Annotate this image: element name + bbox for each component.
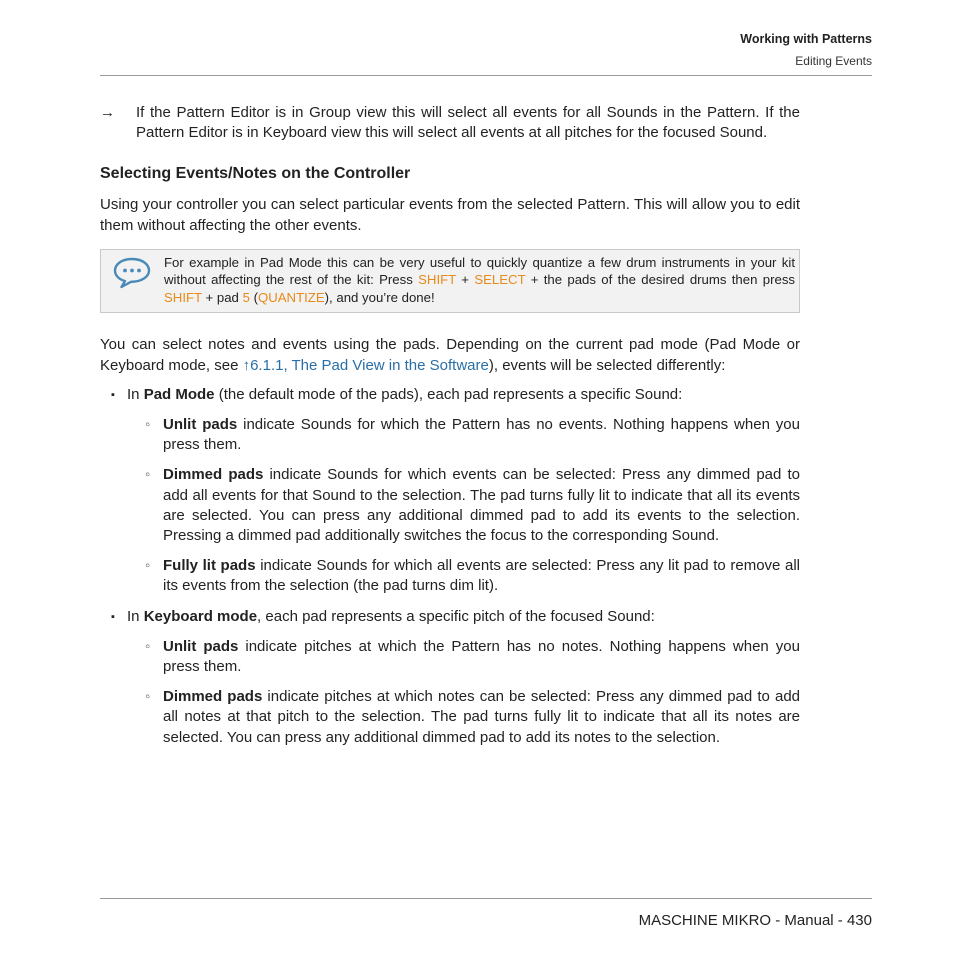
bullet-text: In xyxy=(127,607,144,625)
sub-bullet-dimmed xyxy=(100,687,800,748)
bullet-text: , each pad represents a specific pitch of the focused Sound: xyxy=(257,607,655,625)
bullet-text: (the default mode of the pads), each pad represents a specific Sound: xyxy=(214,385,683,403)
section-heading: Selecting Events/Notes on the Controller xyxy=(100,165,411,183)
note-text: ), and you’re done! xyxy=(324,289,435,305)
note-text: ( xyxy=(249,289,258,305)
sub-bullet-unlit xyxy=(100,637,800,677)
sub-bullet-term: Unlit pads xyxy=(163,415,238,433)
section-title: Editing Events xyxy=(795,54,872,68)
cross-reference-link[interactable]: ↑6.1.1, The Pad View in the Software xyxy=(242,356,489,374)
sub-bullet-fully-lit xyxy=(100,556,800,596)
bullet-text: In xyxy=(127,385,144,403)
running-header xyxy=(740,31,872,69)
key-shift: SHIFT xyxy=(418,272,456,288)
bullet-keyboard-mode xyxy=(100,607,800,627)
sub-bullet-term: Unlit pads xyxy=(163,637,239,655)
speech-bubble-icon xyxy=(112,256,152,290)
key-select: SELECT xyxy=(474,272,526,288)
sub-bullet-text: indicate Sounds for which the Pattern has no events. Nothing happens when you press them. xyxy=(163,415,800,454)
key-shift: SHIFT xyxy=(164,289,202,305)
pad-mode-paragraph xyxy=(100,335,800,375)
sub-bullet-dimmed xyxy=(100,465,800,546)
note-text: + xyxy=(455,272,475,288)
chapter-title: Working with Patterns xyxy=(740,32,872,46)
bullet-term: Pad Mode xyxy=(143,385,215,403)
header-rule xyxy=(100,75,872,76)
note-text: + the pads of the desired drums then press xyxy=(525,272,796,288)
lead-paragraph: Using your controller you can select particular events from the selected Pattern. This will allow you to edit them without affecting the other events. xyxy=(100,196,800,234)
paragraph-text: ), events will be selected differently: xyxy=(488,356,726,374)
sub-bullet-term: Dimmed pads xyxy=(163,466,264,484)
sub-bullet-text: indicate pitches at which notes can be selected: Press any dimmed pad to add all notes at that pitch to the selection. The pad turns fully lit to indicate that all its notes are selected. You can press any additional dimmed pad to add its notes to the selection. xyxy=(163,688,800,746)
paragraph-text: You can select notes and events using the pads. Depending on the current pad mode (Pad Mode or Keyboard mode, see xyxy=(100,336,800,374)
result-text: If the Pattern Editor is in Group view this will select all events for all Sounds in the Pattern. If the Pattern Editor is in Keyboard view this will select all events at all pitches for the focused Sound. xyxy=(136,104,800,142)
note-text: + pad xyxy=(201,289,243,305)
result-arrow-icon: → xyxy=(100,104,115,121)
sub-bullet-unlit xyxy=(100,415,800,455)
bullet-circle-icon: ◦ xyxy=(145,415,151,433)
bullet-square-icon: ▪ xyxy=(111,388,115,401)
key-pad-5: 5 xyxy=(242,289,250,305)
footer-rule xyxy=(100,898,872,899)
sub-bullet-term: Dimmed pads xyxy=(163,688,263,706)
result-paragraph xyxy=(100,103,800,143)
bullet-square-icon: ▪ xyxy=(111,610,115,623)
bullet-circle-icon: ◦ xyxy=(145,466,151,484)
sub-bullet-term: Fully lit pads xyxy=(163,557,256,575)
bullet-circle-icon: ◦ xyxy=(145,637,151,655)
page-footer: MASCHINE MIKRO - Manual - 430 xyxy=(638,912,872,929)
page-content xyxy=(100,103,800,758)
sub-bullet-text: indicate pitches at which the Pattern has no notes. Nothing happens when you press them. xyxy=(163,637,800,675)
sub-bullet-text: indicate Sounds for which all events are selected: Press any lit pad to remove all its events from the selection (the pad turns dim lit). xyxy=(163,557,801,595)
key-quantize: QUANTIZE xyxy=(257,289,325,305)
bullet-circle-icon: ◦ xyxy=(145,557,151,575)
bullet-pad-mode xyxy=(100,385,800,405)
note-text: For example in Pad Mode this can be very useful to quickly quantize a few drum instruments in your kit without affecting the rest of the kit: Press xyxy=(164,254,795,288)
sub-bullet-text: indicate Sounds for which events can be selected: Press any dimmed pad to add all events for that Sound to the selection. The pad turns fully lit to indicate that all its events are selected. You can press any additional dimmed pad to add its events to the selection. Pressing a dimmed pad additionally switches the focus to the corresponding Sound. xyxy=(163,466,800,544)
tip-note-box xyxy=(100,249,800,314)
bullet-circle-icon: ◦ xyxy=(145,688,151,706)
bullet-term: Keyboard mode xyxy=(143,607,258,625)
